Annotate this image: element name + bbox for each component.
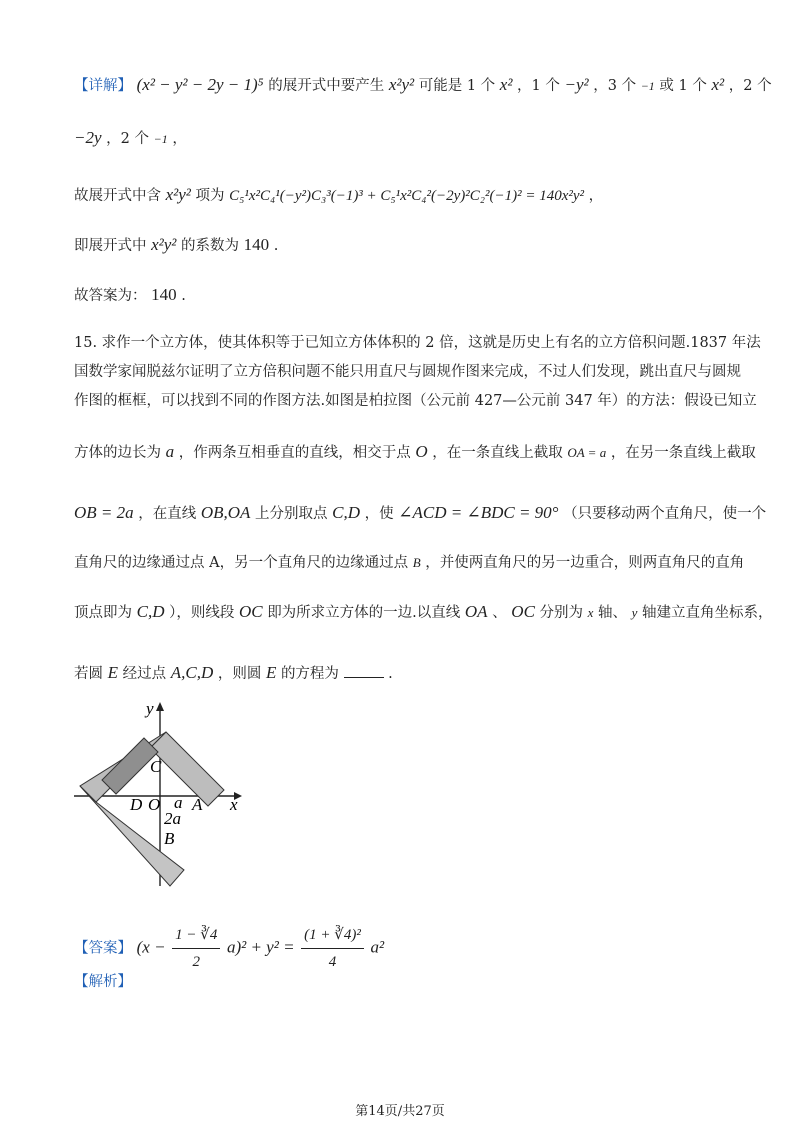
text: 故答案为： [74, 288, 147, 304]
label-c: C [150, 757, 162, 776]
term: −y² [564, 75, 589, 94]
symbol: O [415, 442, 428, 461]
expansion-formula: C₅¹x²C₄¹(−y²)C₃³(−1)³ + C₅¹x²C₄²(−2y)²C₂²(−1)² = 140x²y² [229, 188, 585, 204]
text: 方体的边长为 [74, 445, 161, 461]
text: 、 [492, 605, 507, 621]
problem-line-7 [74, 602, 773, 623]
fraction-numerator: 1 − ∛4 [172, 922, 220, 949]
text: 轴建立直角坐标系， [642, 605, 773, 621]
text: 或 1 个 [659, 78, 707, 94]
term: −1 [640, 79, 655, 93]
text: 的方程为 [280, 666, 339, 682]
detail-line-3 [74, 185, 603, 206]
answer-value: 140 [151, 285, 177, 304]
detail-line-2 [74, 128, 187, 149]
term: −1 [153, 132, 168, 146]
detail-line-4 [74, 235, 278, 256]
symbol: E [107, 663, 118, 682]
text: ，作两条互相垂直的直线，相交于点 [178, 445, 411, 461]
symbol: E [265, 663, 277, 682]
text: 轴、 [598, 605, 628, 621]
text: . [181, 288, 186, 304]
detail-answer [74, 285, 186, 306]
answer-part: (x − [136, 937, 166, 957]
expression: (x² − y² − 2y − 1)⁵ [136, 75, 264, 94]
answer-blank [344, 665, 384, 678]
equation: OA = a [567, 445, 607, 460]
answer-part: a)² + y² = [226, 937, 295, 957]
symbol: y [631, 605, 638, 620]
text: 顶点即为 [74, 605, 132, 621]
term: x²y² [151, 235, 177, 254]
text: 即为所求立方体的一边.以直线 [267, 605, 461, 621]
fraction-2 [301, 922, 364, 975]
text: ， [172, 131, 187, 147]
text: 的系数为 [181, 238, 240, 254]
symbol: C,D [332, 503, 361, 522]
detail-line-1 [74, 75, 772, 96]
symbol: a [165, 442, 175, 461]
term: x²y² [165, 185, 191, 204]
problem-line-6 [74, 553, 744, 573]
answer-line [74, 922, 384, 975]
geometry-figure [74, 698, 264, 888]
text: 的展开式中要产生 [268, 78, 385, 94]
problem-line-4 [74, 442, 756, 463]
problem-line-8 [74, 663, 393, 684]
text: 分别为 [539, 605, 584, 621]
text: 即展开式中 [74, 238, 147, 254]
text: 可能是 1 个 [418, 78, 496, 94]
text: ，2 个 [106, 131, 149, 147]
text: 作图的框框，可以找到不同的作图方法.如图是柏拉图（公元前 427—公元前 347 年）的方法：假设已知立 [74, 393, 757, 409]
symbol: OA [464, 602, 488, 621]
text: 经过点 [122, 666, 167, 682]
label-2a: 2a [164, 809, 181, 828]
text: ，3 个 [593, 78, 637, 94]
fraction-denominator: 4 [328, 954, 337, 970]
label-o: O [148, 795, 161, 814]
text: 求作一个立方体，使其体积等于已知立方体体积的 2 倍，这就是历史上有名的立方倍积问题.1837 年法 [101, 335, 761, 351]
symbol: OC [238, 602, 263, 621]
fraction-numerator: (1 + ∛4)² [301, 922, 364, 949]
fraction-1 [172, 922, 220, 975]
text: . [273, 238, 279, 254]
text: ），则线段 [169, 605, 235, 621]
label-x: x [230, 795, 238, 814]
page-footer: 第14页/共27页 [355, 1104, 445, 1119]
coefficient-value: 140 [243, 235, 270, 254]
term: −2y [74, 128, 102, 147]
detail-label: 【详解】 [74, 78, 132, 94]
text: 国数学家闻脱兹尔证明了立方倍积问题不能只用直尺与圆规作图来完成，不过人们发现，跳出直尺与圆规 [74, 364, 741, 380]
text: ，1 个 [517, 78, 560, 94]
term: x² [499, 75, 513, 94]
label-a-point: A [192, 795, 203, 814]
answer-part: a² [370, 937, 385, 957]
text: . [388, 666, 393, 682]
label-d: D [130, 795, 143, 814]
symbol: x [587, 605, 594, 620]
analysis-line [74, 972, 132, 992]
label-b: B [164, 829, 175, 848]
text: 若圆 [74, 666, 103, 682]
equation: OB = 2a [74, 503, 134, 522]
answer-label: 【答案】 [74, 940, 132, 957]
analysis-label: 【解析】 [74, 974, 132, 990]
term: x² [711, 75, 725, 94]
text: ，在另一条直线上截取 [610, 445, 756, 461]
text: ， [588, 188, 604, 204]
symbol: OC [511, 602, 535, 621]
text: ，则圆 [217, 666, 262, 682]
text: 上分别取点 [255, 506, 328, 522]
text: ，使 [364, 506, 394, 522]
symbol: A,C,D [170, 663, 214, 682]
text: （只要移动两个直角尺，使一个 [563, 506, 767, 522]
text: 直角尺的边缘通过点 A，另一个直角尺的边缘通过点 [74, 555, 409, 571]
problem-line-5 [74, 503, 766, 524]
symbol: OB,OA [200, 503, 251, 522]
problem-line-2 [74, 362, 741, 382]
text: 故展开式中含 [74, 188, 161, 204]
text: ，2 个 [728, 78, 772, 94]
symbol: B [412, 555, 421, 570]
fraction-denominator: 2 [192, 954, 200, 970]
text: 项为 [195, 188, 225, 204]
label-a-length: a [174, 793, 183, 812]
equation: ∠ACD = ∠BDC = 90° [398, 503, 559, 522]
text: ，在直线 [138, 506, 197, 522]
problem-line-1 [74, 333, 761, 353]
problem-line-3 [74, 391, 757, 411]
text: ，在一条直线上截取 [432, 445, 563, 461]
problem-number: 15. [74, 335, 98, 351]
symbol: C,D [136, 602, 165, 621]
term: x²y² [388, 75, 415, 94]
y-axis-arrow [156, 702, 164, 711]
text: ，并使两直角尺的另一边重合，则两直角尺的直角 [425, 555, 745, 571]
label-y: y [146, 699, 154, 718]
